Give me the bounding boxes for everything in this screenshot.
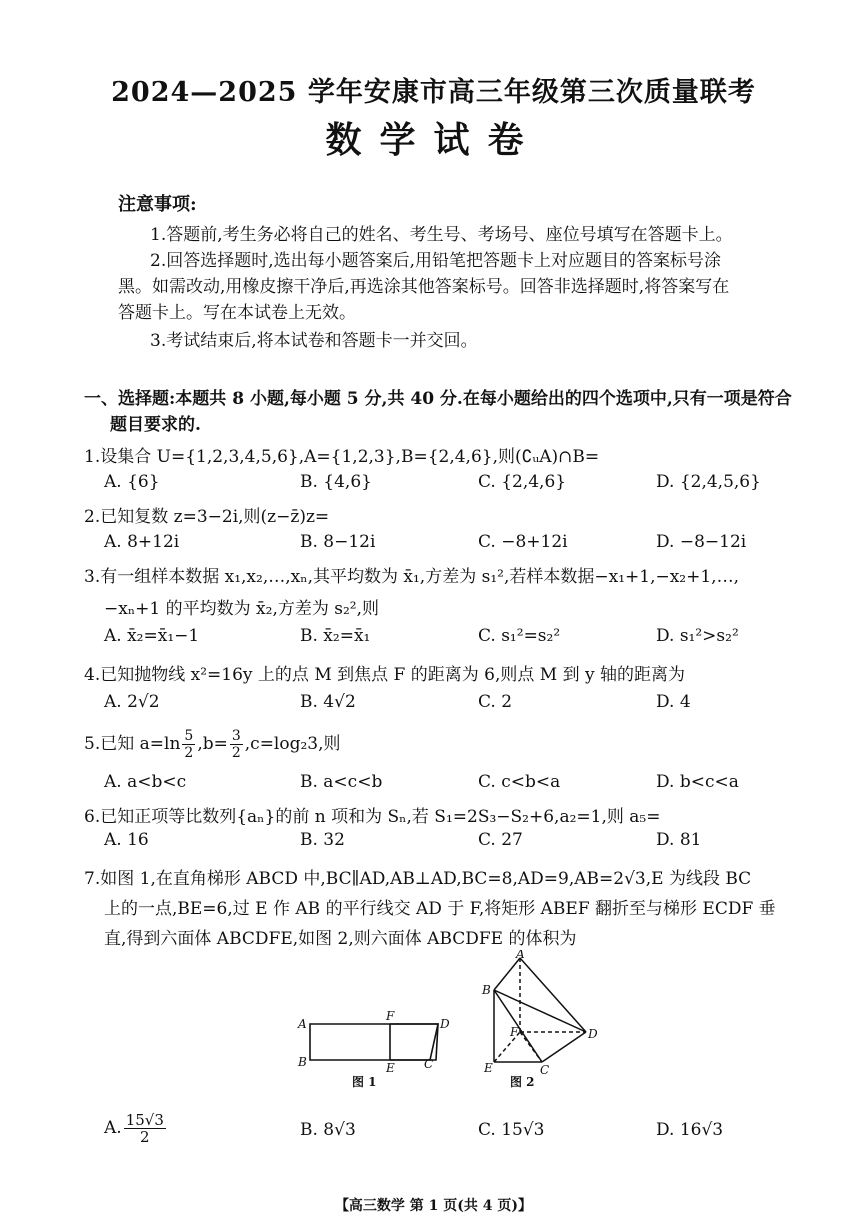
exam-title-line1: 2024—2025 学年安康市高三年级第三次质量联考 (111, 77, 756, 108)
fig2-label-b: B (482, 983, 491, 997)
question-4-stem: 4.已知抛物线 x²=16y 上的点 M 到焦点 F 的距离为 6,则点 M 到 y 轴的距离为 (84, 665, 685, 685)
fraction-three-halves: $\frac{3}{2}$ (231, 728, 241, 761)
fig1-label-a: A (298, 1017, 307, 1031)
fig2-label-c: C (540, 1063, 550, 1077)
question-5-stem-pre: 5.已知 a=ln (84, 734, 181, 754)
question-7-option-a-fraction: $\frac{15√3}{2}$ (125, 1111, 164, 1146)
fig1-label-c: C (424, 1057, 434, 1071)
question-7-option-a (104, 1112, 168, 1145)
edge-ad (520, 958, 586, 1032)
edge-ab (494, 958, 520, 990)
question-1-option-b: B. {4,6} (300, 472, 372, 492)
question-6-stem: 6.已知正项等比数列{aₙ}的前 n 项和为 Sₙ,若 S₁=2S₃−S₂+6,a₂=1,则 a₅= (84, 807, 661, 827)
trapezoid-abcd-left (310, 1024, 438, 1060)
question-5-option-c: C. c<b<a (478, 772, 561, 792)
question-2-option-a: A. 8+12i (104, 532, 180, 552)
fraction-five-halves: $\frac{5}{2}$ (184, 728, 194, 761)
question-3-option-b: B. x̄₂=x̄₁ (300, 626, 371, 646)
question-5-stem-mid: ,b= (197, 734, 228, 754)
question-7-stem-line3: 直,得到六面体 ABCDFE,如图 2,则六面体 ABCDFE 的体积为 (104, 929, 577, 949)
question-1-stem: 1.设集合 U={1,2,3,4,5,6},A={1,2,3},B={2,4,6},则(∁ᵤA)∩B= (84, 447, 600, 467)
question-1-option-d: D. {2,4,5,6} (656, 472, 761, 492)
fig2-label-f: F (510, 1025, 519, 1039)
question-7-stem-line1: 7.如图 1,在直角梯形 ABCD 中,BC∥AD,AB⊥AD,BC=8,AD=9,AB=2√3,E 为线段 BC (84, 869, 752, 889)
fig1-label-e: E (386, 1061, 395, 1075)
question-3-option-a: A. x̄₂=x̄₁−1 (104, 626, 200, 646)
question-7-option-b: B. 8√3 (300, 1120, 356, 1140)
figure-2 (494, 958, 586, 1062)
figure-container (290, 950, 610, 1094)
notice-heading: 注意事项: (118, 194, 197, 215)
notice-item-3: 3.考试结束后,将本试卷和答题卡一并交回。 (150, 331, 478, 351)
figure-2-caption: 图 2 (510, 1075, 535, 1089)
fig1-label-b: B (298, 1055, 307, 1069)
question-7-option-a-prefix: A. (104, 1118, 122, 1138)
question-5-option-a: A. a<b<c (104, 772, 187, 792)
question-6-option-a: A. 16 (104, 830, 149, 850)
fig1-label-d: D (440, 1017, 450, 1031)
question-5-option-d: D. b<c<a (656, 772, 739, 792)
question-7-option-d: D. 16√3 (656, 1120, 724, 1140)
fig2-label-e: E (484, 1061, 493, 1075)
page-footer: 【高三数学 第 1 页(共 4 页)】 (334, 1198, 533, 1214)
edge-cd (542, 1032, 586, 1062)
question-6-option-b: B. 32 (300, 830, 345, 850)
exam-title-subject: 数学试卷 (325, 119, 542, 161)
question-4-option-d: D. 4 (656, 692, 691, 712)
question-3-option-c: C. s₁²=s₂² (478, 626, 561, 646)
question-7-option-c: C. 15√3 (478, 1120, 545, 1140)
fig2-label-a: A (516, 950, 525, 961)
question-1-option-a: A. {6} (104, 472, 160, 492)
geometry-figures (290, 950, 610, 1090)
question-3-option-d: D. s₁²>s₂² (656, 626, 739, 646)
fig1-label-f: F (386, 1009, 395, 1023)
question-2-option-c: C. −8+12i (478, 532, 568, 552)
question-4-option-b: B. 4√2 (300, 692, 356, 712)
section-heading-line1: 一、选择题:本题共 8 小题,每小题 5 分,共 40 分.在每小题给出的四个选项中,只有一项是符合 (84, 389, 792, 409)
question-1-option-c: C. {2,4,6} (478, 472, 567, 492)
question-5-option-b: B. a<c<b (300, 772, 383, 792)
notice-item-2-line2: 黑。如需改动,用橡皮擦干净后,再选涂其他答案标号。回答非选择题时,将答案写在 (118, 277, 730, 297)
figure-1 (310, 1024, 438, 1060)
section-heading-line2: 题目要求的. (110, 415, 201, 435)
question-4-option-a: A. 2√2 (104, 692, 160, 712)
question-6-option-c: C. 27 (478, 830, 523, 850)
question-2-option-d: D. −8−12i (656, 532, 747, 552)
notice-item-2-line3: 答题卡上。写在本试卷上无效。 (118, 303, 356, 323)
question-4-option-c: C. 2 (478, 692, 513, 712)
question-3-stem-line2: −xₙ+1 的平均数为 x̄₂,方差为 s₂²,则 (104, 599, 380, 619)
trapezoid-ecdf (390, 1024, 438, 1060)
figure-1-caption: 图 1 (352, 1075, 377, 1089)
notice-item-2-line1: 2.回答选择题时,选出每小题答案后,用铅笔把答题卡上对应题目的答案标号涂 (150, 251, 722, 271)
fig2-label-d: D (588, 1027, 598, 1041)
question-7-stem-line2: 上的一点,BE=6,过 E 作 AB 的平行线交 AD 于 F,将矩形 ABEF 翻折至与梯形 ECDF 垂 (104, 899, 776, 919)
question-5-stem (84, 728, 341, 761)
question-2-option-b: B. 8−12i (300, 532, 376, 552)
figure-1-labels (297, 1009, 450, 1075)
question-5-stem-post: ,c=log₂3,则 (244, 734, 341, 754)
question-6-option-d: D. 81 (656, 830, 702, 850)
notice-item-1: 1.答题前,考生务必将自己的姓名、考生号、考场号、座位号填写在答题卡上。 (150, 225, 733, 245)
question-3-stem-line1: 3.有一组样本数据 x₁,x₂,…,xₙ,其平均数为 x̄₁,方差为 s₁²,若样本数据−x₁+1,−x₂+1,…, (84, 567, 739, 587)
question-2-stem: 2.已知复数 z=3−2i,则(z−z̄)z= (84, 507, 330, 527)
